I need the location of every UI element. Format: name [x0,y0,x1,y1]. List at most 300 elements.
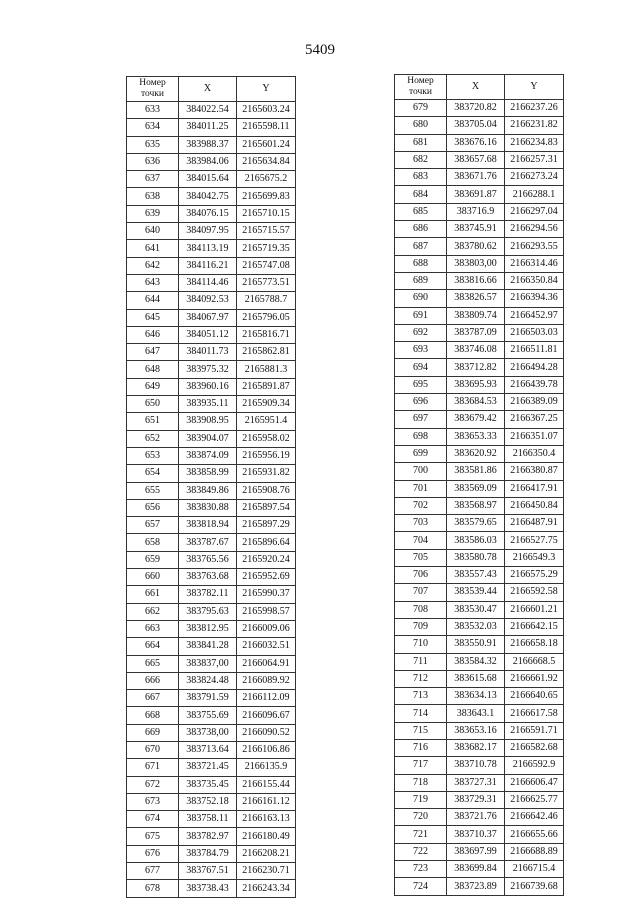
table-row [127,257,296,274]
y-coordinate-cell: 2165796.05 [237,309,296,326]
point-number-cell: 674 [127,811,179,828]
point-number-cell: 709 [395,618,447,635]
y-coordinate-cell: 2165598.11 [237,119,296,136]
y-coordinate-cell: 2165956.19 [237,447,296,464]
x-coordinate-cell: 383705.04 [447,117,505,134]
coordinates-table-left [126,76,296,898]
point-number-cell: 702 [395,497,447,514]
table-row [127,690,296,707]
point-number-cell: 650 [127,396,179,413]
y-coordinate-cell: 2166394.36 [505,290,564,307]
y-coordinate-cell: 2165897.29 [237,517,296,534]
y-coordinate-cell: 2166389.09 [505,394,564,411]
y-coordinate-cell: 2166163.13 [237,811,296,828]
point-number-cell: 706 [395,567,447,584]
table-row [127,586,296,603]
x-coordinate-cell: 383763.68 [179,569,237,586]
y-coordinate-cell: 2165788.7 [237,292,296,309]
y-coordinate-cell: 2166293.55 [505,238,564,255]
table-row [127,119,296,136]
point-number-cell: 677 [127,863,179,880]
y-coordinate-cell: 2165881.3 [237,361,296,378]
x-coordinate-cell: 383695.93 [447,376,505,393]
point-number-cell: 638 [127,188,179,205]
x-coordinate-cell: 383643.1 [447,705,505,722]
x-coordinate-cell: 384116.21 [179,257,237,274]
table-row [127,309,296,326]
table-row [395,428,564,445]
point-number-cell: 648 [127,361,179,378]
point-number-cell: 658 [127,534,179,551]
y-coordinate-cell: 2166487.91 [505,515,564,532]
table-row [395,705,564,722]
y-coordinate-cell: 2166688.89 [505,843,564,860]
point-number-cell: 691 [395,307,447,324]
point-number-cell: 716 [395,739,447,756]
x-coordinate-cell: 383849.86 [179,482,237,499]
x-coordinate-cell: 383716.9 [447,203,505,220]
table-row [127,707,296,724]
point-number-cell: 678 [127,880,179,897]
point-number-cell: 697 [395,411,447,428]
y-coordinate-cell: 2165990.37 [237,586,296,603]
x-coordinate-cell: 383767.51 [179,863,237,880]
point-number-cell: 657 [127,517,179,534]
table-row [395,601,564,618]
table-row [395,394,564,411]
table-row [395,861,564,878]
y-coordinate-cell: 2165773.51 [237,274,296,291]
table-row [395,290,564,307]
point-number-header-line2: точки [140,89,164,99]
point-number-header-line1: Номер [407,76,434,86]
point-number-cell: 634 [127,119,179,136]
point-number-cell: 655 [127,482,179,499]
y-coordinate-cell: 2166064.91 [237,655,296,672]
table-row [395,653,564,670]
y-coordinate-cell: 2166592.58 [505,584,564,601]
table-row [395,307,564,324]
y-coordinate-cell: 2166575.29 [505,567,564,584]
point-number-cell: 672 [127,776,179,793]
y-coordinate-cell: 2166642.15 [505,618,564,635]
point-number-cell: 652 [127,430,179,447]
y-coordinate-cell: 2166452.97 [505,307,564,324]
y-coordinate-cell: 2166161.12 [237,793,296,810]
table-row [395,584,564,601]
y-coordinate-cell: 2166096.67 [237,707,296,724]
table-header-row [395,75,564,100]
y-coordinate-cell: 2166294.56 [505,221,564,238]
table-row [395,739,564,756]
point-number-cell: 711 [395,653,447,670]
point-number-header-line1: Номер [139,78,166,88]
table-row [127,655,296,672]
y-coordinate-cell: 2165958.02 [237,430,296,447]
point-number-cell: 663 [127,620,179,637]
point-number-cell: 675 [127,828,179,845]
x-coordinate-cell: 383765.56 [179,551,237,568]
x-coordinate-cell: 383634.13 [447,688,505,705]
x-coordinate-cell: 383713.64 [179,741,237,758]
point-number-cell: 720 [395,809,447,826]
point-number-cell: 661 [127,586,179,603]
y-coordinate-cell: 2166155.44 [237,776,296,793]
table-row [395,791,564,808]
x-coordinate-cell: 383569.09 [447,480,505,497]
y-coordinate-cell: 2165715.57 [237,223,296,240]
x-coordinate-cell: 383791.59 [179,690,237,707]
x-coordinate-cell: 383795.63 [179,603,237,620]
x-coordinate-cell: 383682.17 [447,739,505,756]
table-row [127,569,296,586]
point-number-cell: 683 [395,169,447,186]
point-number-cell: 673 [127,793,179,810]
table-row [395,221,564,238]
x-coordinate-cell: 383729.31 [447,791,505,808]
table-row [127,344,296,361]
x-coordinate-cell: 383721.45 [179,759,237,776]
x-coordinate-cell: 383841.28 [179,638,237,655]
y-coordinate-cell: 2166739.68 [505,878,564,895]
point-number-cell: 636 [127,153,179,170]
x-coordinate-cell: 384076.15 [179,205,237,222]
y-coordinate-cell: 2165896.64 [237,534,296,551]
point-number-cell: 667 [127,690,179,707]
y-coordinate-cell: 2166231.82 [505,117,564,134]
table-row [127,292,296,309]
table-row [127,188,296,205]
x-coordinate-cell: 383935.11 [179,396,237,413]
y-coordinate-cell: 2165710.15 [237,205,296,222]
point-number-cell: 656 [127,499,179,516]
y-coordinate-cell: 2166257.31 [505,151,564,168]
point-number-cell: 668 [127,707,179,724]
y-coordinate-cell: 2166606.47 [505,774,564,791]
table-row [395,670,564,687]
point-number-cell: 699 [395,445,447,462]
point-number-cell: 703 [395,515,447,532]
y-coordinate-cell: 2166549.3 [505,549,564,566]
table-row [395,445,564,462]
y-coordinate-cell: 2166009.06 [237,620,296,637]
y-coordinate-cell: 2165931.82 [237,465,296,482]
table-row [127,828,296,845]
point-number-cell: 692 [395,324,447,341]
x-coordinate-cell: 383803,00 [447,255,505,272]
table-row [127,430,296,447]
table-row [395,203,564,220]
x-coordinate-cell: 384015.64 [179,171,237,188]
y-coordinate-cell: 2166592.9 [505,757,564,774]
table-row [395,169,564,186]
point-number-cell: 690 [395,290,447,307]
y-coordinate-cell: 2166351.07 [505,428,564,445]
table-row [395,324,564,341]
table-row [127,378,296,395]
y-coordinate-cell: 2165920.24 [237,551,296,568]
x-coordinate-cell: 383550.91 [447,636,505,653]
table-row [395,255,564,272]
y-coordinate-cell: 2166106.86 [237,741,296,758]
x-coordinate-cell: 383745.91 [447,221,505,238]
x-coordinate-cell: 383679.42 [447,411,505,428]
y-coordinate-cell: 2166089.92 [237,672,296,689]
table-row [127,845,296,862]
y-coordinate-cell: 2166350.84 [505,272,564,289]
point-number-cell: 643 [127,274,179,291]
x-coordinate-cell: 383584.32 [447,653,505,670]
x-coordinate-cell: 383579.65 [447,515,505,532]
table-row [395,480,564,497]
x-coordinate-cell: 383653.33 [447,428,505,445]
y-coordinate-cell: 2166640.65 [505,688,564,705]
table-row [127,396,296,413]
table-row [395,411,564,428]
point-number-cell: 701 [395,480,447,497]
table-row [395,463,564,480]
table-row [395,878,564,895]
table-row [395,272,564,289]
table-row [127,793,296,810]
point-number-cell: 665 [127,655,179,672]
point-number-cell: 686 [395,221,447,238]
point-number-cell: 717 [395,757,447,774]
y-coordinate-cell: 2166601.21 [505,601,564,618]
x-coordinate-cell: 384113.19 [179,240,237,257]
x-coordinate-cell: 383830.88 [179,499,237,516]
table-row [127,551,296,568]
table-row [127,413,296,430]
table-header-row [127,77,296,102]
table-row [127,499,296,516]
table-row [127,465,296,482]
y-coordinate-cell: 2166511.81 [505,342,564,359]
x-coordinate-cell: 383787.09 [447,324,505,341]
table-row [127,620,296,637]
table-row [127,361,296,378]
y-coordinate-cell: 2165601.24 [237,136,296,153]
y-coordinate-cell: 2165908.76 [237,482,296,499]
x-coordinate-cell: 383824.48 [179,672,237,689]
table-row [395,532,564,549]
x-coordinate-cell: 383780.62 [447,238,505,255]
x-coordinate-cell: 384114.46 [179,274,237,291]
y-coordinate-cell: 2166237.26 [505,100,564,117]
table-row [127,517,296,534]
y-coordinate-cell: 2165951.4 [237,413,296,430]
x-coordinate-cell: 383539.44 [447,584,505,601]
table-row [127,274,296,291]
table-row [127,102,296,119]
x-coordinate-cell: 383653.16 [447,722,505,739]
point-number-header [127,77,179,102]
table-row [395,567,564,584]
y-coordinate-cell: 2165952.69 [237,569,296,586]
point-number-cell: 712 [395,670,447,687]
point-number-cell: 684 [395,186,447,203]
x-header: X [447,75,505,100]
y-coordinate-cell: 2165719.35 [237,240,296,257]
x-coordinate-cell: 383787.67 [179,534,237,551]
x-coordinate-cell: 384092.53 [179,292,237,309]
table-row [395,826,564,843]
y-coordinate-cell: 2166668.5 [505,653,564,670]
point-number-cell: 681 [395,134,447,151]
x-coordinate-cell: 383738,00 [179,724,237,741]
table-row [127,638,296,655]
x-coordinate-cell: 384011.73 [179,344,237,361]
y-coordinate-cell: 2166642.46 [505,809,564,826]
table-row [395,843,564,860]
y-coordinate-cell: 2166417.91 [505,480,564,497]
y-coordinate-cell: 2165897.54 [237,499,296,516]
point-number-cell: 700 [395,463,447,480]
x-coordinate-cell: 384011.25 [179,119,237,136]
point-number-cell: 714 [395,705,447,722]
y-coordinate-cell: 2166655.66 [505,826,564,843]
point-number-cell: 660 [127,569,179,586]
point-number-cell: 705 [395,549,447,566]
point-number-cell: 637 [127,171,179,188]
y-coordinate-cell: 2166090.52 [237,724,296,741]
table-row [127,863,296,880]
y-coordinate-cell: 2166380.87 [505,463,564,480]
y-coordinate-cell: 2166527.75 [505,532,564,549]
y-coordinate-cell: 2166297.04 [505,203,564,220]
point-number-cell: 719 [395,791,447,808]
point-number-cell: 664 [127,638,179,655]
y-coordinate-cell: 2166112.09 [237,690,296,707]
x-coordinate-cell: 384042.75 [179,188,237,205]
point-number-cell: 651 [127,413,179,430]
x-coordinate-cell: 383615.68 [447,670,505,687]
point-number-cell: 724 [395,878,447,895]
point-number-cell: 688 [395,255,447,272]
y-coordinate-cell: 2166273.24 [505,169,564,186]
point-number-cell: 645 [127,309,179,326]
table-row [395,359,564,376]
x-coordinate-cell: 383818.94 [179,517,237,534]
table-row [127,223,296,240]
x-coordinate-cell: 383723.89 [447,878,505,895]
point-number-cell: 723 [395,861,447,878]
table-row [127,724,296,741]
point-number-cell: 662 [127,603,179,620]
x-coordinate-cell: 383812.95 [179,620,237,637]
point-number-cell: 718 [395,774,447,791]
x-coordinate-cell: 383908.95 [179,413,237,430]
point-number-cell: 682 [395,151,447,168]
table-row [127,447,296,464]
table-row [127,153,296,170]
y-coordinate-cell: 2166288.1 [505,186,564,203]
point-number-cell: 633 [127,102,179,119]
left-table-body [127,102,296,898]
table-row [395,376,564,393]
y-coordinate-cell: 2166350.4 [505,445,564,462]
x-coordinate-cell: 383758.11 [179,811,237,828]
y-coordinate-cell: 2165634.84 [237,153,296,170]
y-header: Y [505,75,564,100]
table-row [395,688,564,705]
y-coordinate-cell: 2165998.57 [237,603,296,620]
point-number-cell: 647 [127,344,179,361]
point-number-cell: 670 [127,741,179,758]
point-number-cell: 646 [127,326,179,343]
x-coordinate-cell: 383671.76 [447,169,505,186]
point-number-cell: 642 [127,257,179,274]
x-coordinate-cell: 383816.66 [447,272,505,289]
x-coordinate-cell: 383580.78 [447,549,505,566]
y-coordinate-cell: 2165816.71 [237,326,296,343]
x-coordinate-cell: 383988.37 [179,136,237,153]
table-row [395,134,564,151]
x-coordinate-cell: 383586.03 [447,532,505,549]
point-number-cell: 713 [395,688,447,705]
table-row [395,757,564,774]
page-number: 5409 [305,42,335,58]
point-number-cell: 694 [395,359,447,376]
table-row [127,205,296,222]
x-coordinate-cell: 383874.09 [179,447,237,464]
table-row [395,100,564,117]
y-coordinate-cell: 2166314.46 [505,255,564,272]
point-number-cell: 654 [127,465,179,482]
point-number-cell: 653 [127,447,179,464]
x-coordinate-cell: 383809.74 [447,307,505,324]
point-number-cell: 689 [395,272,447,289]
y-coordinate-cell: 2165747.08 [237,257,296,274]
point-number-header [395,75,447,100]
y-coordinate-cell: 2166180.49 [237,828,296,845]
y-coordinate-cell: 2165862.81 [237,344,296,361]
right-table-body [395,100,564,896]
y-coordinate-cell: 2166234.83 [505,134,564,151]
table-row [127,759,296,776]
x-coordinate-cell: 383738.43 [179,880,237,897]
x-coordinate-cell: 384097.95 [179,223,237,240]
point-number-cell: 715 [395,722,447,739]
y-coordinate-cell: 2165891.87 [237,378,296,395]
x-coordinate-cell: 383581.86 [447,463,505,480]
table-row [127,603,296,620]
table-row [395,238,564,255]
table-row [127,776,296,793]
table-row [395,342,564,359]
coordinates-table-right [394,74,564,896]
y-coordinate-cell: 2166658.18 [505,636,564,653]
y-coordinate-cell: 2166494.28 [505,359,564,376]
x-coordinate-cell: 383975.32 [179,361,237,378]
table-row [395,186,564,203]
x-coordinate-cell: 384022.54 [179,102,237,119]
x-coordinate-cell: 383684.53 [447,394,505,411]
point-number-header-line2: точки [408,87,432,97]
x-coordinate-cell: 383826.57 [447,290,505,307]
point-number-cell: 687 [395,238,447,255]
x-coordinate-cell: 383710.78 [447,757,505,774]
point-number-cell: 707 [395,584,447,601]
point-number-cell: 659 [127,551,179,568]
x-coordinate-cell: 383568.97 [447,497,505,514]
point-number-cell: 680 [395,117,447,134]
point-number-cell: 698 [395,428,447,445]
x-coordinate-cell: 383699.84 [447,861,505,878]
x-coordinate-cell: 383691.87 [447,186,505,203]
table-row [127,811,296,828]
point-number-cell: 640 [127,223,179,240]
